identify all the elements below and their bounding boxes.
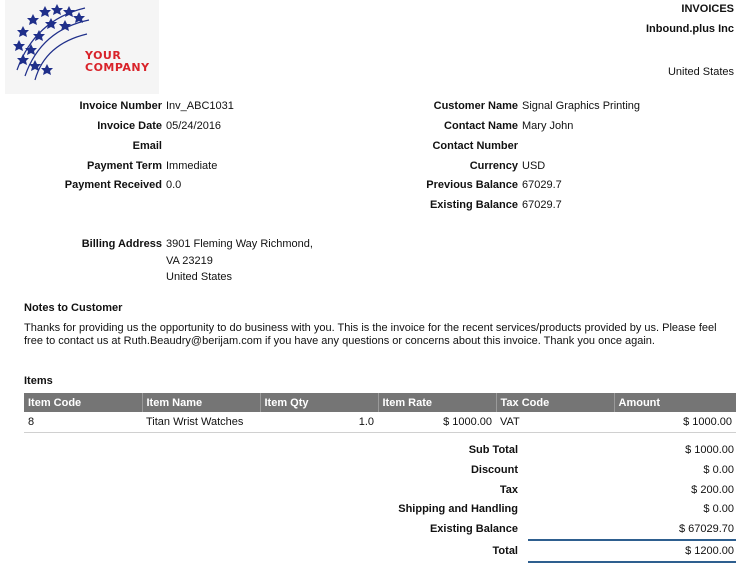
document-title: INVOICES bbox=[681, 3, 734, 15]
subtotal-label: Sub Total bbox=[468, 444, 518, 456]
notes-title: Notes to Customer bbox=[24, 302, 123, 314]
existing-balance-label: Existing Balance bbox=[429, 199, 518, 211]
total-label: Total bbox=[492, 545, 518, 557]
contact-number-label: Contact Number bbox=[432, 140, 518, 152]
col-item-name: Item Name bbox=[142, 393, 260, 412]
payment-received-value: 0.0 bbox=[166, 179, 182, 191]
invoice-date-label: Invoice Date bbox=[97, 120, 162, 132]
shipping-value: $ 0.00 bbox=[703, 503, 734, 515]
shipping-label: Shipping and Handling bbox=[398, 503, 518, 515]
logo-text-line1: YOUR bbox=[85, 49, 122, 62]
contact-name-value: Mary John bbox=[522, 120, 574, 132]
col-amount: Amount bbox=[614, 393, 736, 412]
email-label: Email bbox=[132, 140, 162, 152]
cell-item-code: 8 bbox=[24, 412, 142, 433]
currency-value: USD bbox=[522, 160, 546, 172]
currency-label: Currency bbox=[469, 160, 518, 172]
subtotal-value: $ 1000.00 bbox=[685, 444, 734, 456]
billing-address-line1: 3901 Fleming Way Richmond, bbox=[166, 238, 313, 250]
billing-address-line2: VA 23219 bbox=[166, 255, 213, 267]
cell-item-name: Titan Wrist Watches bbox=[142, 412, 260, 433]
existing-balance-total-value: $ 67029.70 bbox=[678, 523, 734, 535]
cell-item-qty: 1.0 bbox=[260, 412, 378, 433]
company-country: United States bbox=[667, 66, 734, 78]
total-value: $ 1200.00 bbox=[685, 545, 734, 557]
cell-tax-code: VAT bbox=[496, 412, 614, 433]
globe-stars-icon bbox=[5, 0, 159, 94]
col-item-code: Item Code bbox=[24, 393, 142, 412]
discount-value: $ 0.00 bbox=[703, 464, 734, 476]
items-table bbox=[24, 393, 736, 433]
total-rule-top bbox=[528, 539, 736, 541]
company-logo bbox=[5, 0, 159, 94]
existing-balance-total-label: Existing Balance bbox=[429, 523, 518, 535]
notes-text: Thanks for providing us the opportunity to do business with you. This is the invoice for the recent services/products provided by us. Please feel free to contact us at Ruth.Beaudry@berijam.com if you have any questions or concerns about this invoice. Thank you once again. bbox=[24, 322, 717, 347]
cell-item-rate: $ 1000.00 bbox=[378, 412, 496, 433]
items-header-row bbox=[24, 393, 736, 412]
existing-balance-value: 67029.7 bbox=[522, 199, 562, 211]
cell-amount: $ 1000.00 bbox=[614, 412, 736, 433]
table-row bbox=[24, 412, 736, 433]
discount-label: Discount bbox=[470, 464, 518, 476]
previous-balance-label: Previous Balance bbox=[426, 179, 518, 191]
payment-term-value: Immediate bbox=[166, 160, 218, 172]
col-item-rate: Item Rate bbox=[378, 393, 496, 412]
payment-received-label: Payment Received bbox=[64, 179, 162, 191]
invoice-number-value: Inv_ABC1031 bbox=[166, 100, 234, 112]
tax-value: $ 200.00 bbox=[691, 484, 734, 496]
company-name: Inbound.plus Inc bbox=[646, 23, 734, 35]
customer-name-label: Customer Name bbox=[433, 100, 518, 112]
total-rule-bottom bbox=[528, 561, 736, 563]
contact-name-label: Contact Name bbox=[444, 120, 518, 132]
col-tax-code: Tax Code bbox=[496, 393, 614, 412]
customer-name-value: Signal Graphics Printing bbox=[522, 100, 641, 112]
billing-address-line3: United States bbox=[166, 271, 233, 283]
tax-label: Tax bbox=[499, 484, 518, 496]
invoice-date-value: 05/24/2016 bbox=[166, 120, 222, 132]
payment-term-label: Payment Term bbox=[87, 160, 162, 172]
logo-text-line2: COMPANY bbox=[85, 61, 150, 74]
col-item-qty: Item Qty bbox=[260, 393, 378, 412]
previous-balance-value: 67029.7 bbox=[522, 179, 562, 191]
items-title: Items bbox=[24, 375, 53, 387]
invoice-number-label: Invoice Number bbox=[79, 100, 162, 112]
billing-address-label: Billing Address bbox=[81, 238, 162, 250]
